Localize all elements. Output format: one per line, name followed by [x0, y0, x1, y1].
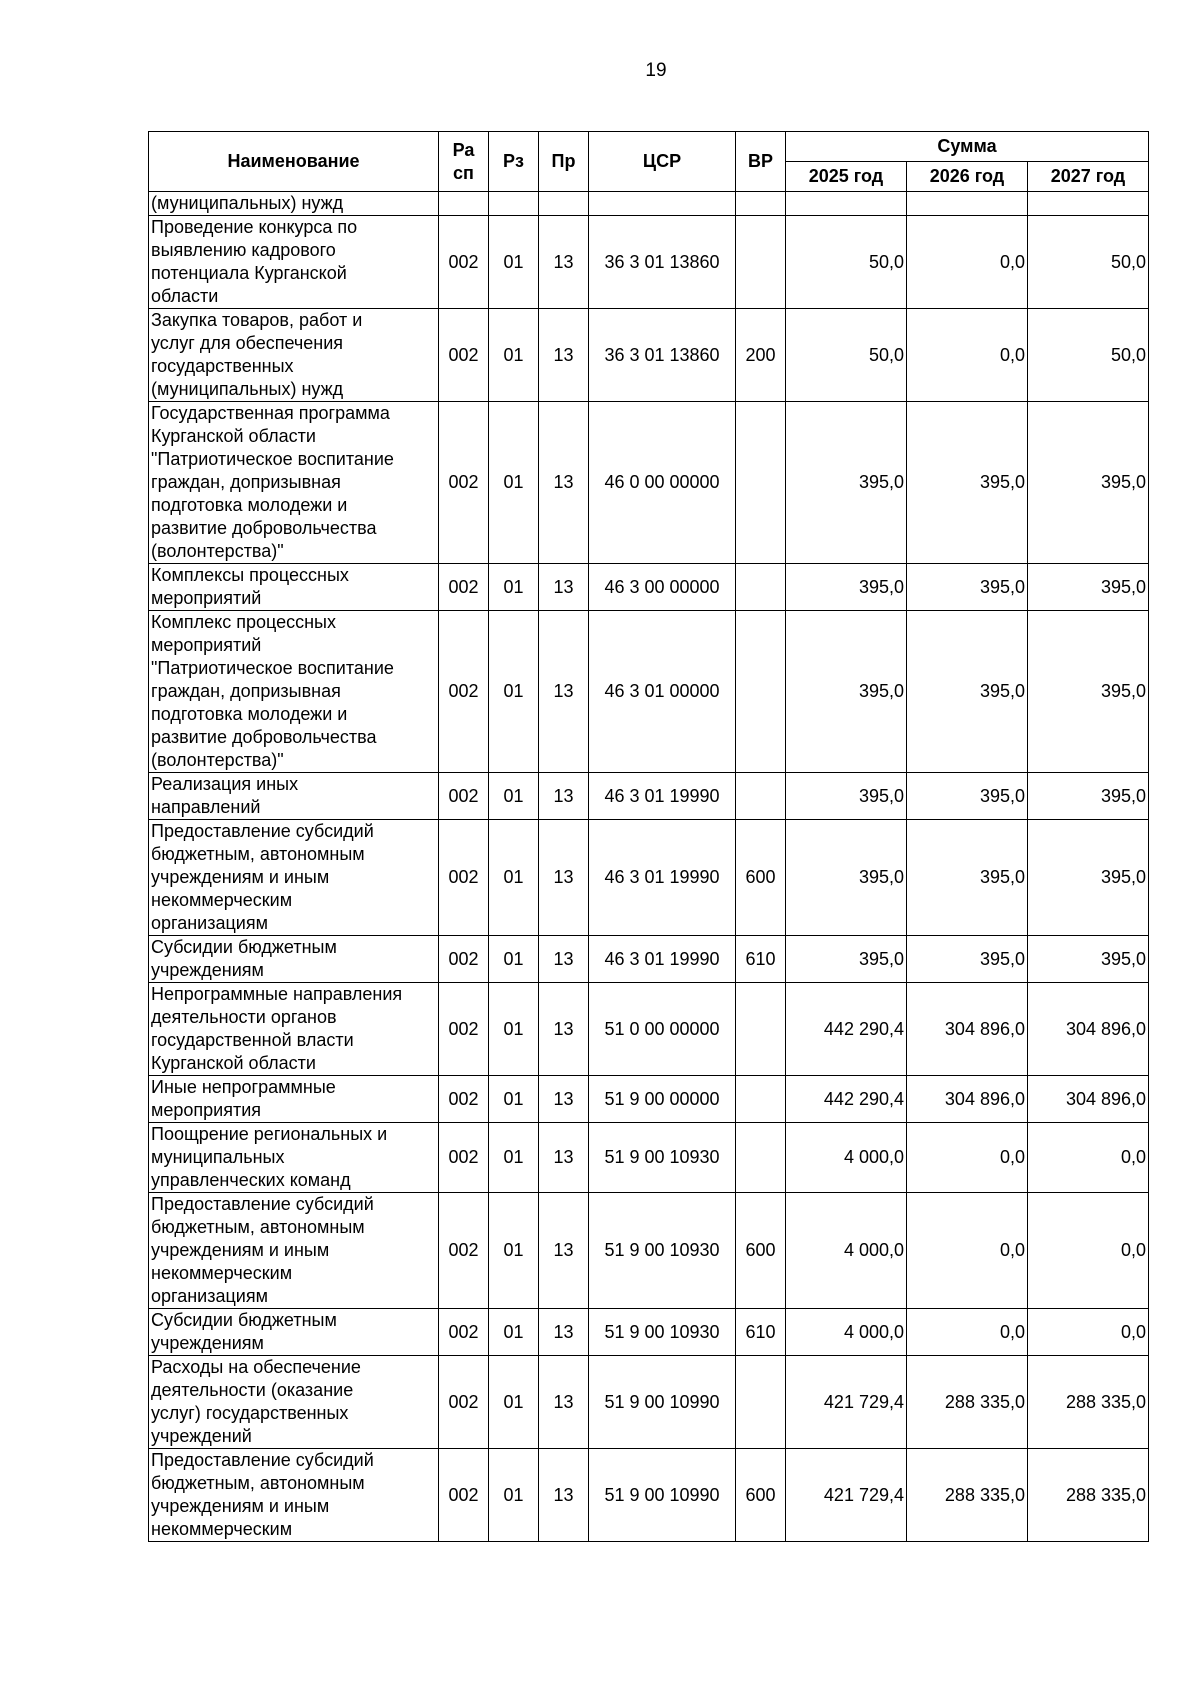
cell-name: Поощрение региональных и муниципальных управленческих команд: [149, 1123, 439, 1193]
cell-name: Субсидии бюджетным учреждениям: [149, 936, 439, 983]
header-rasp-line1: Ра: [452, 139, 475, 160]
cell-rasp: 002: [439, 1309, 489, 1356]
table-row: [149, 1193, 1149, 1309]
cell-vr: [736, 1076, 786, 1123]
cell-rasp: 002: [439, 1123, 489, 1193]
cell-csr: [589, 192, 736, 216]
table-row: [149, 1076, 1149, 1123]
header-rasp-line2: сп: [453, 162, 474, 183]
cell-csr: 51 9 00 10990: [589, 1356, 736, 1449]
cell-rz: [489, 192, 539, 216]
cell-2027: 288 335,0: [1028, 1356, 1149, 1449]
cell-2026: 395,0: [907, 936, 1028, 983]
cell-2025: 442 290,4: [786, 1076, 907, 1123]
cell-rasp: 002: [439, 1356, 489, 1449]
cell-2025: 395,0: [786, 936, 907, 983]
cell-2027: [1028, 192, 1149, 216]
header-pr: Пр: [539, 132, 589, 192]
cell-vr: [736, 1356, 786, 1449]
cell-name: Предоставление субсидий бюджетным, автономным учреждениям и иным некоммерческим организациям: [149, 820, 439, 936]
cell-rz: 01: [489, 564, 539, 611]
cell-2025: 4 000,0: [786, 1123, 907, 1193]
cell-csr: 46 3 01 19990: [589, 820, 736, 936]
cell-2026: 395,0: [907, 564, 1028, 611]
cell-rz: 01: [489, 820, 539, 936]
cell-csr: 46 3 01 19990: [589, 773, 736, 820]
header-2026: 2026 год: [907, 162, 1028, 192]
cell-name: Предоставление субсидий бюджетным, автономным учреждениям и иным некоммерческим организациям: [149, 1193, 439, 1309]
table-row: [149, 1123, 1149, 1193]
header-sum: Сумма: [786, 132, 1149, 162]
cell-vr: [736, 216, 786, 309]
cell-2025: 50,0: [786, 309, 907, 402]
cell-2025: [786, 192, 907, 216]
cell-rasp: 002: [439, 309, 489, 402]
cell-csr: 46 3 01 19990: [589, 936, 736, 983]
cell-name: Субсидии бюджетным учреждениям: [149, 1309, 439, 1356]
cell-pr: 13: [539, 564, 589, 611]
cell-rz: 01: [489, 1123, 539, 1193]
cell-rasp: 002: [439, 773, 489, 820]
cell-2025: 50,0: [786, 216, 907, 309]
cell-2026: 304 896,0: [907, 983, 1028, 1076]
cell-pr: 13: [539, 983, 589, 1076]
cell-rasp: 002: [439, 216, 489, 309]
cell-vr: 600: [736, 820, 786, 936]
table-row: [149, 1449, 1149, 1542]
cell-2027: 0,0: [1028, 1123, 1149, 1193]
header-name: Наименование: [149, 132, 439, 192]
cell-csr: 46 3 00 00000: [589, 564, 736, 611]
header-csr: ЦСР: [589, 132, 736, 192]
header-rz: Рз: [489, 132, 539, 192]
cell-2025: 4 000,0: [786, 1193, 907, 1309]
cell-pr: 13: [539, 216, 589, 309]
cell-pr: 13: [539, 1193, 589, 1309]
cell-csr: 46 0 00 00000: [589, 402, 736, 564]
cell-2026: 395,0: [907, 611, 1028, 773]
cell-2027: 395,0: [1028, 402, 1149, 564]
cell-rz: 01: [489, 1193, 539, 1309]
cell-rz: 01: [489, 1309, 539, 1356]
cell-2025: 395,0: [786, 564, 907, 611]
cell-rasp: [439, 192, 489, 216]
cell-pr: 13: [539, 773, 589, 820]
cell-2027: 304 896,0: [1028, 983, 1149, 1076]
cell-2026: 0,0: [907, 1309, 1028, 1356]
budget-table: [148, 131, 1149, 1542]
cell-vr: [736, 983, 786, 1076]
table-body: [149, 192, 1149, 1542]
cell-pr: 13: [539, 402, 589, 564]
cell-rasp: 002: [439, 936, 489, 983]
cell-2027: 50,0: [1028, 216, 1149, 309]
cell-pr: 13: [539, 309, 589, 402]
cell-rasp: 002: [439, 820, 489, 936]
header-2027: 2027 год: [1028, 162, 1149, 192]
cell-pr: 13: [539, 1356, 589, 1449]
cell-name: Предоставление субсидий бюджетным, автономным учреждениям и иным некоммерческим: [149, 1449, 439, 1542]
cell-csr: 46 3 01 00000: [589, 611, 736, 773]
cell-rz: 01: [489, 309, 539, 402]
cell-vr: [736, 402, 786, 564]
cell-vr: 600: [736, 1449, 786, 1542]
cell-pr: 13: [539, 1123, 589, 1193]
cell-vr: 200: [736, 309, 786, 402]
table-row: [149, 820, 1149, 936]
cell-name: Иные непрограммные мероприятия: [149, 1076, 439, 1123]
header-2025: 2025 год: [786, 162, 907, 192]
cell-rz: 01: [489, 1449, 539, 1542]
cell-2027: 50,0: [1028, 309, 1149, 402]
cell-rasp: 002: [439, 402, 489, 564]
page-number: 19: [645, 60, 667, 81]
cell-rz: 01: [489, 936, 539, 983]
cell-vr: [736, 1123, 786, 1193]
cell-2026: 288 335,0: [907, 1356, 1028, 1449]
cell-csr: 51 9 00 00000: [589, 1076, 736, 1123]
cell-vr: 600: [736, 1193, 786, 1309]
cell-rasp: 002: [439, 1076, 489, 1123]
cell-csr: 36 3 01 13860: [589, 216, 736, 309]
cell-pr: 13: [539, 1076, 589, 1123]
table-row: [149, 402, 1149, 564]
table-row: [149, 1356, 1149, 1449]
cell-2026: 288 335,0: [907, 1449, 1028, 1542]
cell-rz: 01: [489, 216, 539, 309]
cell-rz: 01: [489, 773, 539, 820]
cell-csr: 51 9 00 10930: [589, 1309, 736, 1356]
cell-pr: 13: [539, 820, 589, 936]
cell-2026: 0,0: [907, 309, 1028, 402]
table-row: [149, 611, 1149, 773]
cell-csr: 51 9 00 10930: [589, 1123, 736, 1193]
cell-2027: 395,0: [1028, 773, 1149, 820]
cell-name: Государственная программа Курганской области "Патриотическое воспитание граждан, допризывная подготовка молодежи и развитие добровольчества (волонтерства)": [149, 402, 439, 564]
cell-2026: 0,0: [907, 216, 1028, 309]
cell-2025: 442 290,4: [786, 983, 907, 1076]
cell-name: Комплексы процессных мероприятий: [149, 564, 439, 611]
cell-csr: 51 0 00 00000: [589, 983, 736, 1076]
cell-2026: 395,0: [907, 402, 1028, 564]
cell-rz: 01: [489, 611, 539, 773]
cell-2027: 395,0: [1028, 564, 1149, 611]
cell-2026: 0,0: [907, 1123, 1028, 1193]
cell-rasp: 002: [439, 983, 489, 1076]
cell-2027: 304 896,0: [1028, 1076, 1149, 1123]
cell-2027: 288 335,0: [1028, 1449, 1149, 1542]
table-row: [149, 773, 1149, 820]
cell-pr: 13: [539, 1309, 589, 1356]
cell-rz: 01: [489, 1076, 539, 1123]
table-row: [149, 1309, 1149, 1356]
cell-2026: [907, 192, 1028, 216]
cell-name: Непрограммные направления деятельности органов государственной власти Курганской области: [149, 983, 439, 1076]
cell-rasp: 002: [439, 564, 489, 611]
header-rasp: [439, 132, 489, 192]
cell-name: Комплекс процессных мероприятий "Патриотическое воспитание граждан, допризывная подготовка молодежи и развитие добровольчества (волонтерства)": [149, 611, 439, 773]
cell-2025: 421 729,4: [786, 1449, 907, 1542]
cell-2025: 395,0: [786, 402, 907, 564]
header-row-1: [149, 132, 1149, 162]
cell-2025: 421 729,4: [786, 1356, 907, 1449]
cell-pr: 13: [539, 611, 589, 773]
cell-2027: 0,0: [1028, 1309, 1149, 1356]
cell-2026: 395,0: [907, 773, 1028, 820]
cell-2027: 395,0: [1028, 611, 1149, 773]
cell-2025: 395,0: [786, 773, 907, 820]
cell-rasp: 002: [439, 1449, 489, 1542]
cell-pr: 13: [539, 936, 589, 983]
cell-vr: [736, 564, 786, 611]
cell-2027: 395,0: [1028, 820, 1149, 936]
table-row: [149, 309, 1149, 402]
cell-rz: 01: [489, 983, 539, 1076]
cell-rasp: 002: [439, 1193, 489, 1309]
cell-vr: 610: [736, 936, 786, 983]
cell-name: Реализация иных направлений: [149, 773, 439, 820]
cell-2027: 395,0: [1028, 936, 1149, 983]
cell-2025: 4 000,0: [786, 1309, 907, 1356]
table-row: [149, 216, 1149, 309]
table-row: [149, 983, 1149, 1076]
cell-2026: 395,0: [907, 820, 1028, 936]
cell-rz: 01: [489, 402, 539, 564]
table-row: [149, 192, 1149, 216]
cell-pr: 13: [539, 1449, 589, 1542]
table-row: [149, 936, 1149, 983]
cell-csr: 36 3 01 13860: [589, 309, 736, 402]
cell-vr: [736, 773, 786, 820]
cell-name: Расходы на обеспечение деятельности (оказание услуг) государственных учреждений: [149, 1356, 439, 1449]
cell-vr: 610: [736, 1309, 786, 1356]
cell-name: Закупка товаров, работ и услуг для обеспечения государственных (муниципальных) нужд: [149, 309, 439, 402]
cell-name: Проведение конкурса по выявлению кадрового потенциала Курганской области: [149, 216, 439, 309]
cell-pr: [539, 192, 589, 216]
cell-name: (муниципальных) нужд: [149, 192, 439, 216]
cell-2027: 0,0: [1028, 1193, 1149, 1309]
table-row: [149, 564, 1149, 611]
cell-csr: 51 9 00 10990: [589, 1449, 736, 1542]
cell-csr: 51 9 00 10930: [589, 1193, 736, 1309]
cell-2025: 395,0: [786, 820, 907, 936]
cell-vr: [736, 192, 786, 216]
cell-rasp: 002: [439, 611, 489, 773]
header-vr: ВР: [736, 132, 786, 192]
cell-2025: 395,0: [786, 611, 907, 773]
cell-vr: [736, 611, 786, 773]
cell-rz: 01: [489, 1356, 539, 1449]
cell-2026: 0,0: [907, 1193, 1028, 1309]
cell-2026: 304 896,0: [907, 1076, 1028, 1123]
